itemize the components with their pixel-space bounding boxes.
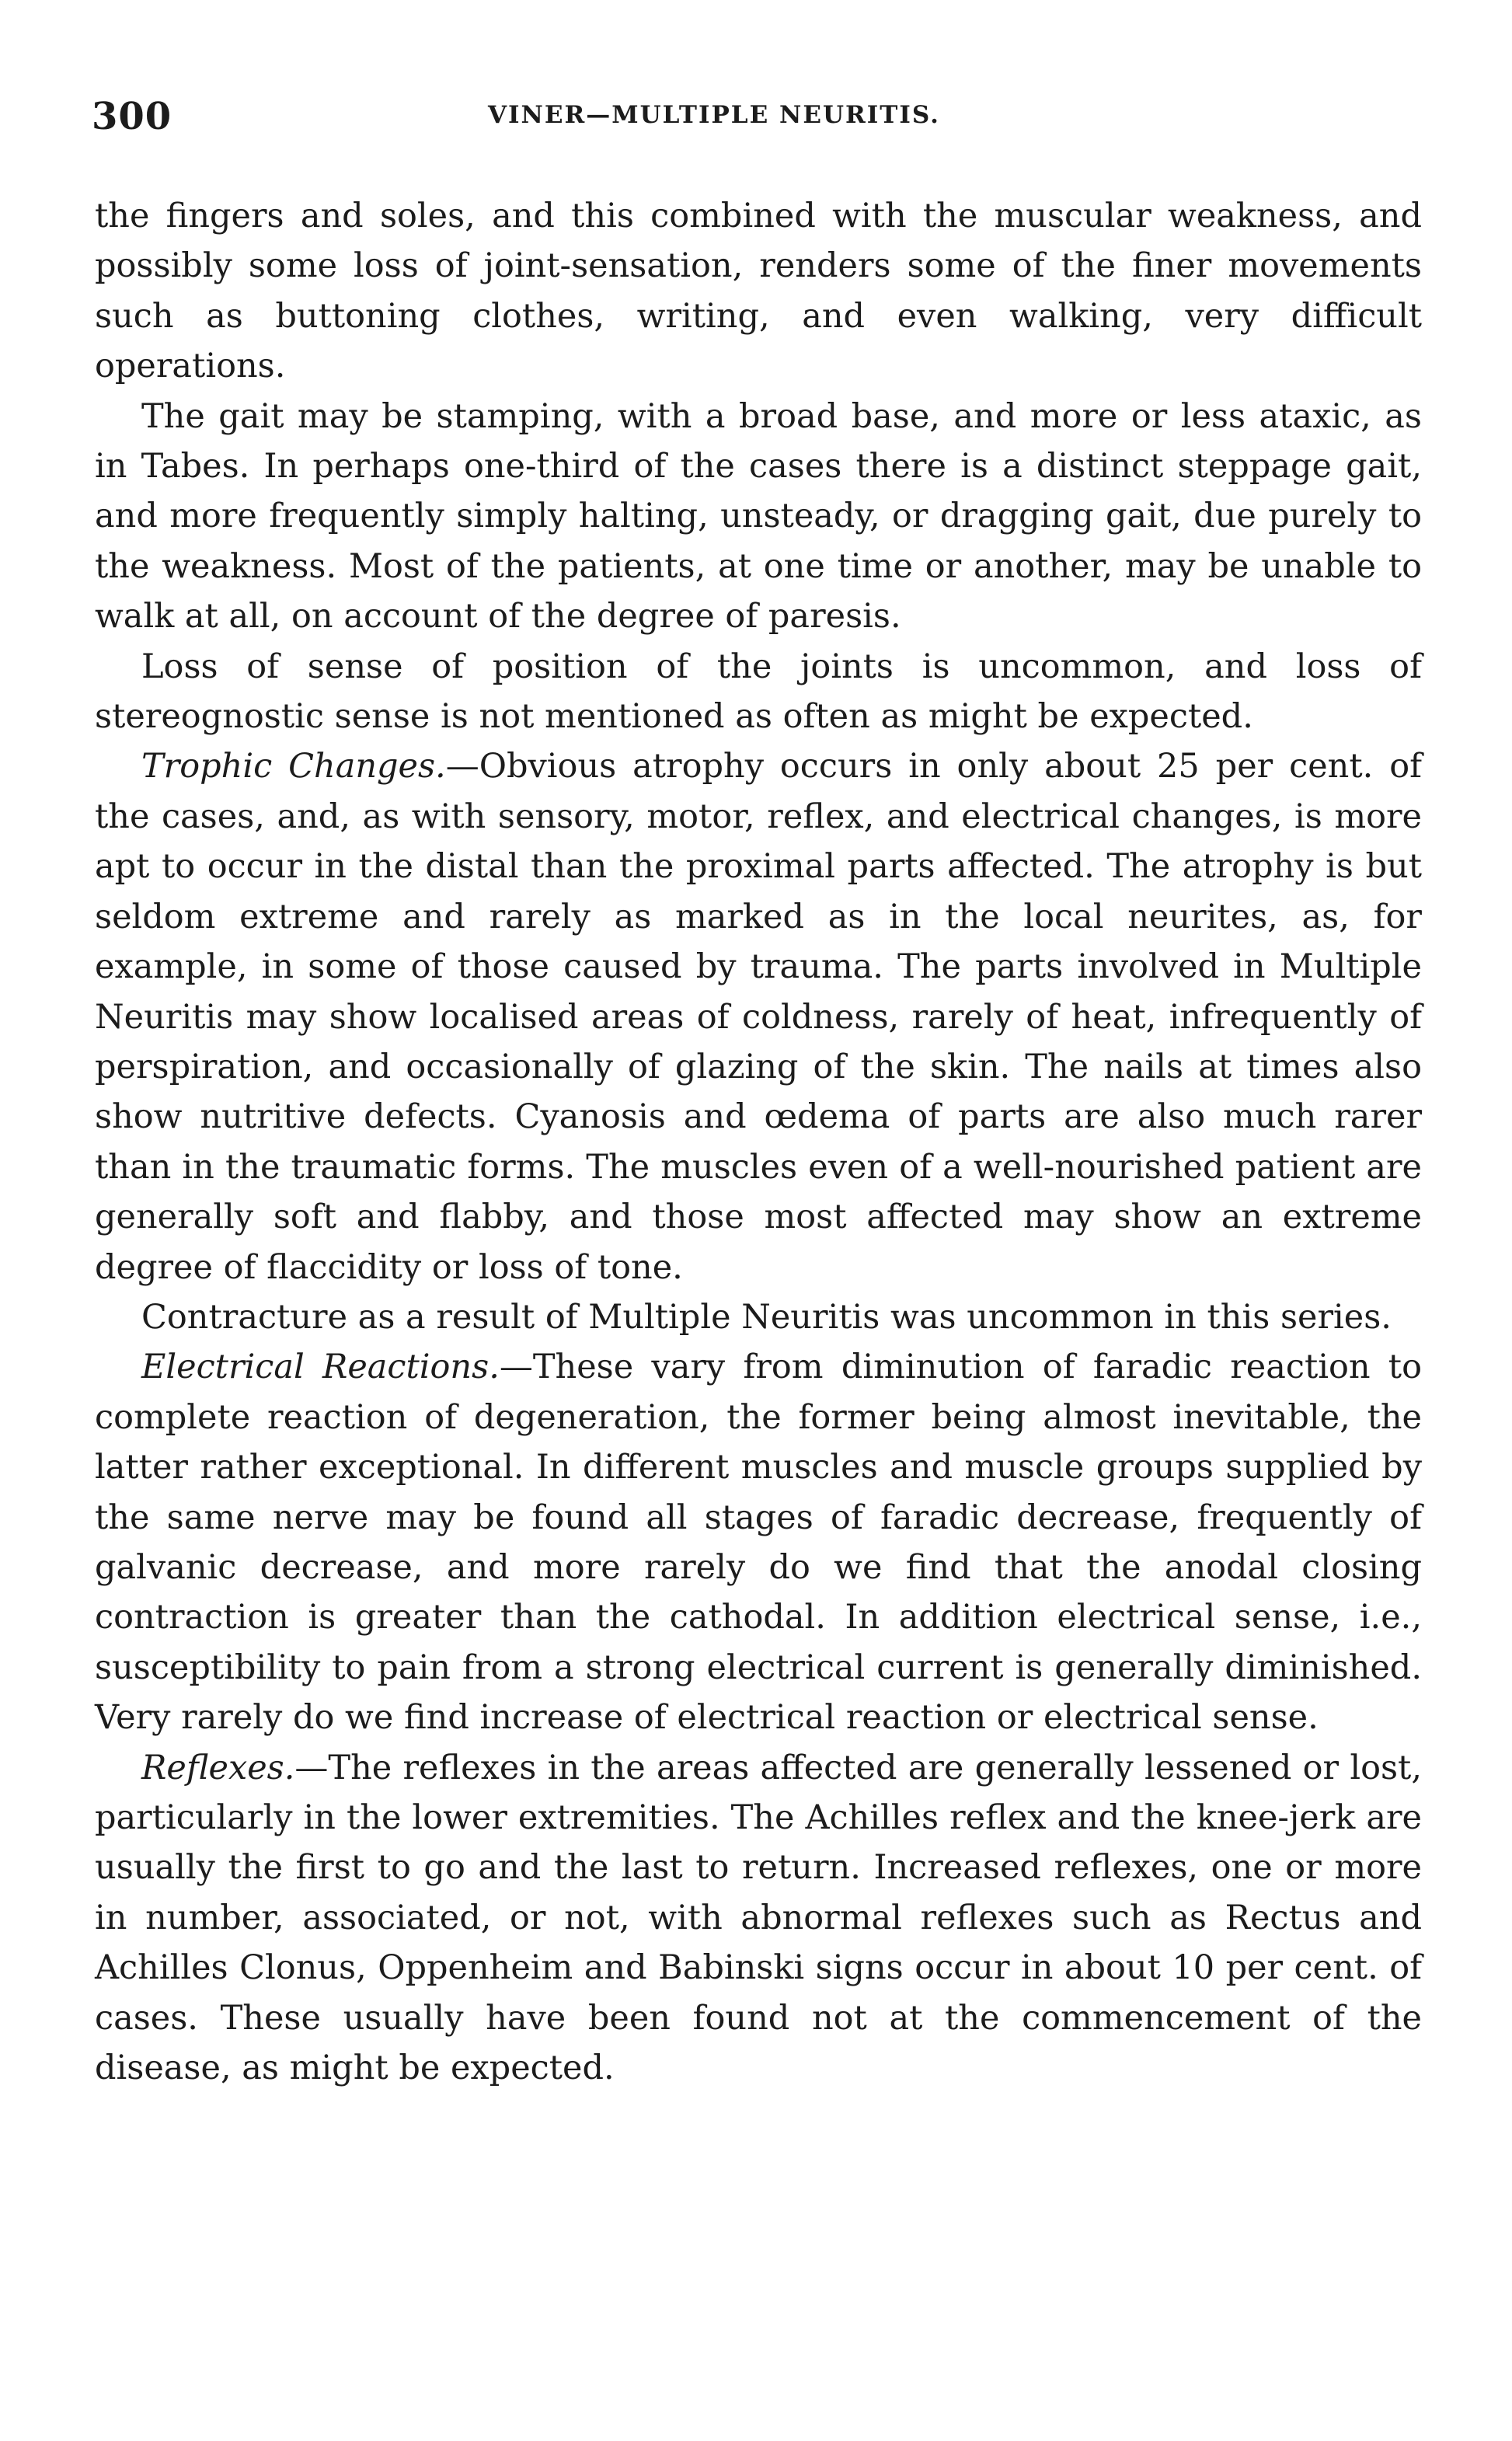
paragraph-text: —These vary from diminution of faradic reaction to complete reaction of degeneration, the former being almost inevitable, the latter rather exceptional. In different muscles and muscle groups supplied by the same nerve may be found all stages of faradic decrease, frequently of galvanic decrease, and more rarely do we find that the anodal closing contraction is greater than the cathodal. In addition electrical sense, i.e., susceptibility to pain from a strong electrical current is generally diminished. Very rarely do we find increase of electrical reaction or electrical sense. <box>95 1348 1422 1738</box>
running-title: VINER—MULTIPLE NEURITIS. <box>488 101 940 129</box>
section-heading-reflexes: Reflexes. <box>141 1748 295 1787</box>
section-heading-trophic-changes: Trophic Changes. <box>141 747 446 786</box>
paragraph-trophic-changes <box>95 741 1422 1292</box>
paragraph-contracture <box>95 1292 1422 1342</box>
paragraph-reflexes <box>95 1743 1422 2094</box>
running-head <box>92 95 1422 149</box>
paragraph-text: The gait may be stamping, with a broad base, and more or less ataxic, as in Tabes. In perhaps one-third of the cases there is a distinct steppage gait, and more frequently simply halting, unsteady, or dragging gait, due purely to the weakness. Most of the patients, at one time or another, may be unable to walk at all, on account of the degree of paresis. <box>95 396 1422 636</box>
paragraph-text: Contracture as a result of Multiple Neuritis was uncommon in this series. <box>141 1297 1392 1337</box>
section-heading-electrical-reactions: Electrical Reactions. <box>141 1348 500 1387</box>
paragraph-continued-fingers <box>95 191 1422 392</box>
paragraph-position-sense <box>95 642 1422 742</box>
paragraph-electrical-reactions <box>95 1342 1422 1742</box>
body-text <box>95 191 1422 2093</box>
paragraph-text: —Obvious atrophy occurs in only about 25 per cent. of the cases, and, as with sensory, motor, reflex, and electrical changes, is more apt to occur in the distal than the proximal parts affected. The atrophy is but seldom extreme and rarely as marked as in the local neurites, as, for example, in some of those caused by trauma. The parts involved in Multiple Neuritis may show localised areas of coldness, rarely of heat, infrequently of perspiration, and occasionally of glazing of the skin. The nails at times also show nutritive defects. Cyanosis and œdema of parts are also much rarer than in the traumatic forms. The muscles even of a well-nourished patient are generally soft and flabby, and those most affected may show an extreme degree of flaccidity or loss of tone. <box>95 747 1423 1287</box>
paragraph-text: the fingers and soles, and this combined with the muscular weakness, and possibly some loss of joint-sensation, renders some of the finer movements such as buttoning clothes, writing, and even walking, very difficult operations. <box>95 197 1422 386</box>
paragraph-text: —The reflexes in the areas affected are generally lessened or lost, particularly in the lower extremities. The Achilles reflex and the knee-jerk are usually the first to go and the last to return. Increased reflexes, one or more in number, associated, or not, with abnormal reflexes such as Rectus and Achilles Clonus, Oppenheim and Babinski signs occur in about 10 per cent. of cases. These usually have been found not at the commencement of the disease, as might be expected. <box>95 1748 1422 2088</box>
page-number: 300 <box>92 95 172 138</box>
paragraph-text: Loss of sense of position of the joints is uncommon, and loss of stereognostic sense is not mentioned as often as might be expected. <box>95 647 1422 737</box>
paragraph-gait <box>95 392 1422 642</box>
